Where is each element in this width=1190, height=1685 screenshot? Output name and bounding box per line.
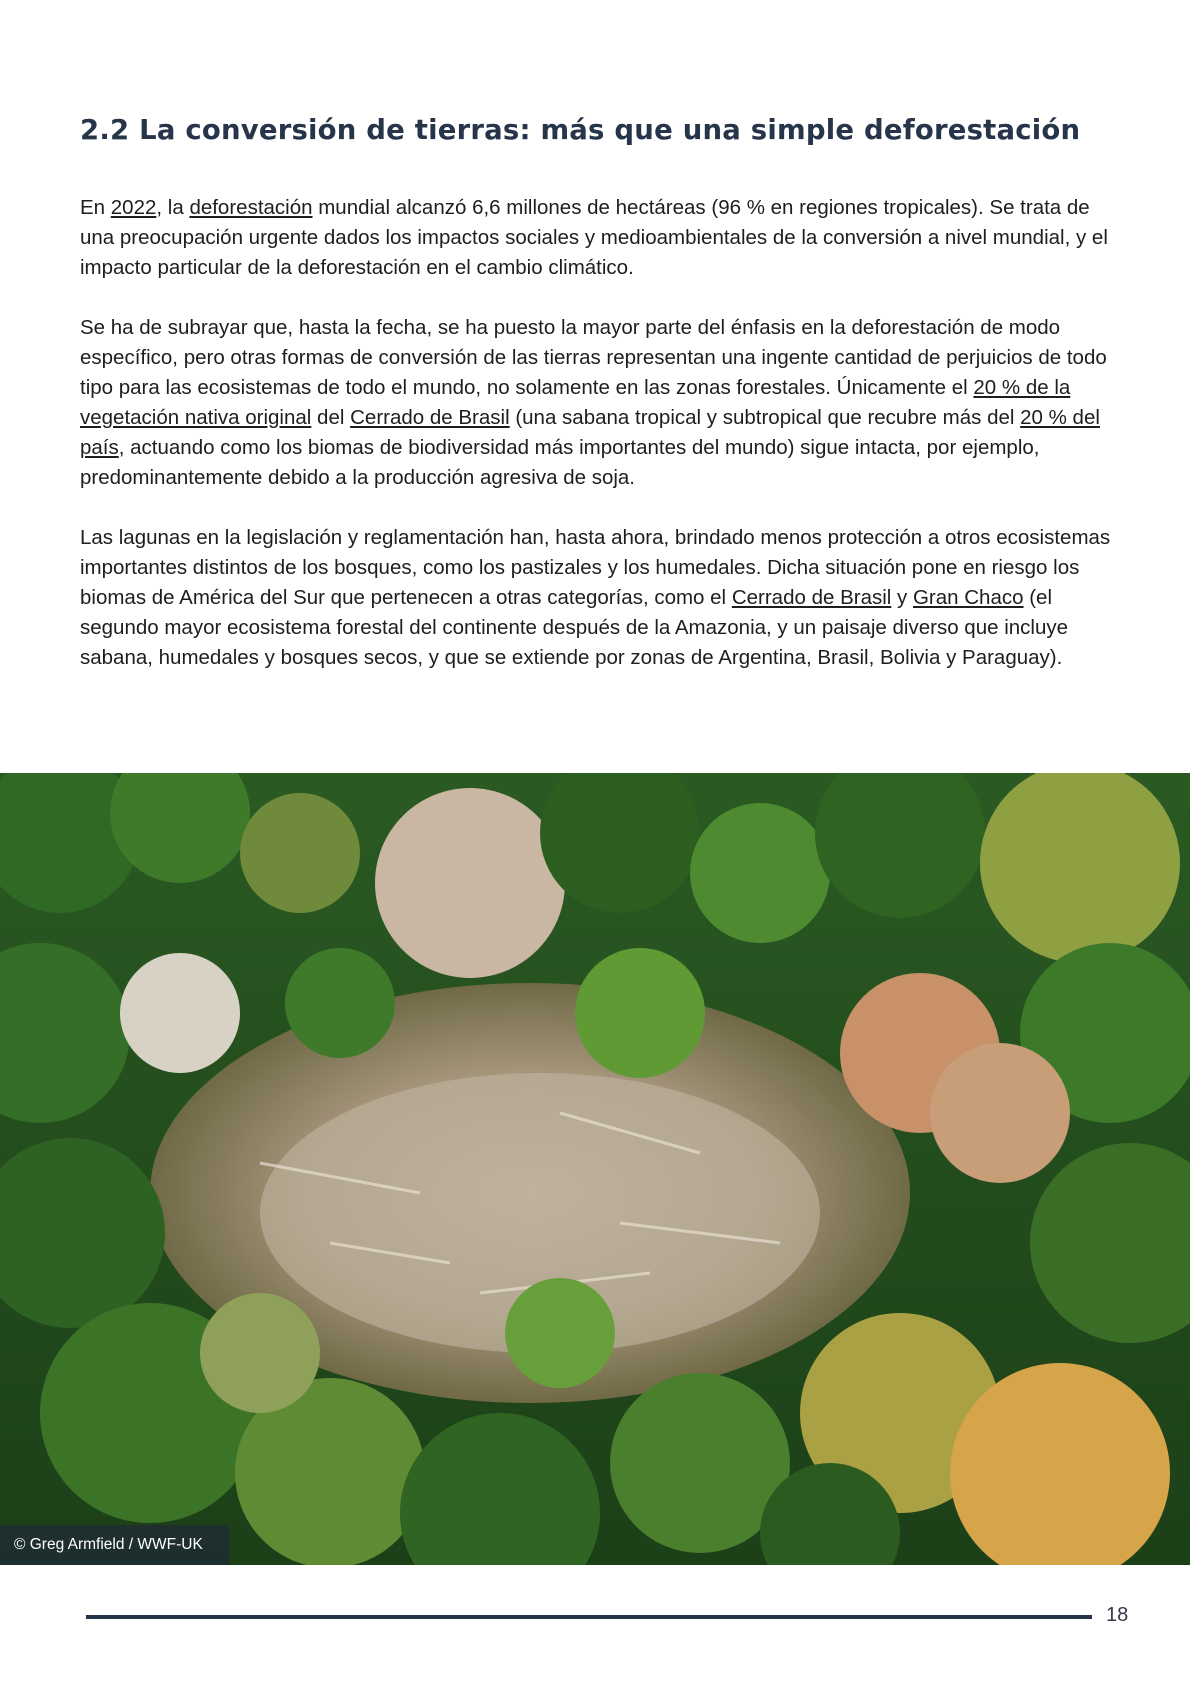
photo-credit: © Greg Armfield / WWF-UK [0, 1525, 229, 1565]
text-run: del [311, 406, 351, 429]
body-text [80, 193, 1120, 703]
paragraph-global-deforestation [80, 193, 1120, 283]
text-run: En [80, 196, 111, 219]
link-native-vegetation[interactable]: 20 % de la vegetación nativa original [80, 376, 1071, 429]
deforestation-photo [0, 773, 1190, 1565]
text-run: , actuando como los biomas de biodiversidad más importantes del mundo) sigue intacta, por ejemplo, predominantemente debido a la producción agresiva de soja. [80, 436, 1040, 489]
aerial-forest-illustration [0, 773, 1190, 1565]
link-deforestacion[interactable]: deforestación [189, 196, 313, 219]
section-title: 2.2 La conversión de tierras: más que una simple deforestación [80, 114, 1081, 146]
link-country-share[interactable]: 20 % del país [80, 406, 1100, 459]
text-run: (una sabana tropical y subtropical que recubre más del [509, 406, 1021, 429]
paragraph-legislation-gaps [80, 523, 1120, 673]
link-2022[interactable]: 2022 [110, 196, 157, 219]
text-run: Las lagunas en la legislación y reglamentación han, hasta ahora, brindado menos protección a otros ecosistemas importantes distintos de los bosques, como los pastizales y los humedales. Dicha situación pone en riesgo los biomas de América del Sur que pertenecen a otras categorías, como el [80, 526, 1111, 609]
page-number: 18 [1106, 1604, 1129, 1626]
text-run: Se ha de subrayar que, hasta la fecha, se ha puesto la mayor parte del énfasis en la deforestación de modo específico, pero otras formas de conversión de las tierras representan una ingente cantidad de perjuicios de todo tipo para las ecosistemas de todo el mundo, no solamente en las zonas forestales. Únicamente el [80, 316, 1107, 399]
paragraph-land-conversion [80, 313, 1120, 493]
footer-divider [86, 1615, 1092, 1619]
link-cerrado-brasil[interactable]: Cerrado de Brasil [350, 406, 510, 429]
text-run: y [891, 586, 913, 609]
text-run: mundial alcanzó 6,6 millones de hectáreas (96 % en regiones tropicales). Se trata de una preocupación urgente dados los impactos sociales y medioambientales de la conversión a nivel mundial, y el impacto particular de la deforestación en el cambio climático. [80, 196, 1108, 279]
text-run: , la [156, 196, 190, 219]
link-gran-chaco[interactable]: Gran Chaco [912, 586, 1024, 609]
text-run: (el segundo mayor ecosistema forestal del continente después de la Amazonia, y un paisaje diverso que incluye sabana, humedales y bosques secos, y que se extiende por zonas de Argentina, Brasil, Bolivia y Paraguay). [80, 586, 1069, 669]
link-cerrado-brasil-2[interactable]: Cerrado de Brasil [731, 586, 892, 609]
